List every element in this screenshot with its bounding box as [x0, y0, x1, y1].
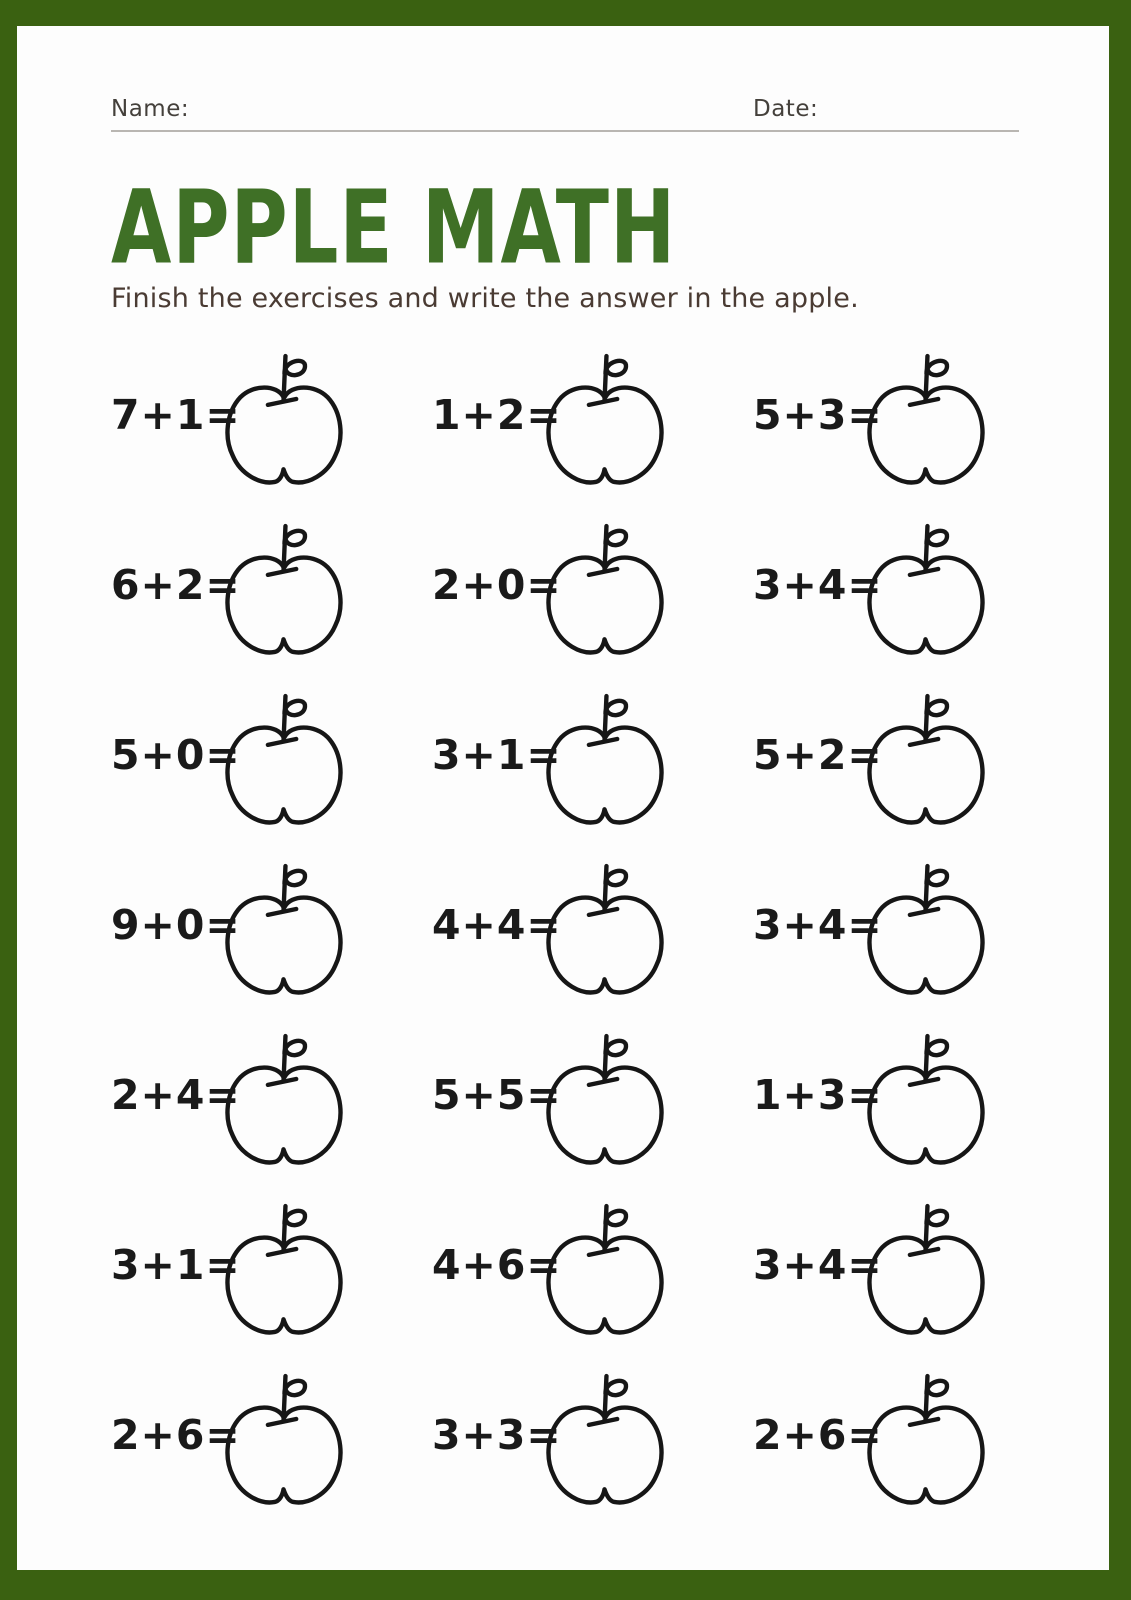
exercise-item — [111, 1370, 432, 1509]
exercise-label: 7+1= — [111, 390, 241, 439]
exercise-item — [753, 350, 1025, 489]
name-label: Name: — [111, 96, 190, 122]
exercise-item — [432, 690, 753, 829]
exercise-item — [753, 520, 1025, 659]
worksheet-page — [17, 26, 1109, 1570]
exercise-item — [111, 860, 432, 999]
exercise-item — [111, 520, 432, 659]
exercise-label: 3+3= — [432, 1410, 562, 1459]
exercise-label: 4+6= — [432, 1240, 562, 1289]
exercise-label: 9+0= — [111, 900, 241, 949]
apple-icon — [223, 690, 345, 829]
apple-icon — [865, 1370, 987, 1509]
exercise-label: 5+0= — [111, 730, 241, 779]
exercise-label: 5+2= — [753, 730, 883, 779]
exercise-label: 2+6= — [111, 1410, 241, 1459]
apple-icon — [223, 1370, 345, 1509]
apple-icon — [865, 690, 987, 829]
exercise-label: 1+3= — [753, 1070, 883, 1119]
apple-icon — [865, 350, 987, 489]
exercise-item — [111, 350, 432, 489]
exercise-item — [753, 690, 1025, 829]
exercise-label: 1+2= — [432, 390, 562, 439]
exercise-label: 2+6= — [753, 1410, 883, 1459]
exercise-label: 3+1= — [432, 730, 562, 779]
exercise-item — [111, 1030, 432, 1169]
apple-icon — [223, 1200, 345, 1339]
exercise-item — [753, 860, 1025, 999]
exercise-item — [753, 1200, 1025, 1339]
apple-icon — [865, 1030, 987, 1169]
header-row — [111, 96, 1019, 132]
apple-icon — [544, 520, 666, 659]
exercise-label: 3+4= — [753, 900, 883, 949]
exercise-label: 2+0= — [432, 560, 562, 609]
exercise-label: 5+3= — [753, 390, 883, 439]
apple-icon — [223, 860, 345, 999]
page-title: APPLE MATH — [111, 170, 677, 288]
exercise-label: 6+2= — [111, 560, 241, 609]
exercise-item — [753, 1370, 1025, 1509]
apple-icon — [223, 520, 345, 659]
exercise-item — [432, 350, 753, 489]
exercise-label: 4+4= — [432, 900, 562, 949]
apple-icon — [544, 1370, 666, 1509]
apple-icon — [865, 860, 987, 999]
exercise-item — [432, 1370, 753, 1509]
apple-icon — [544, 1030, 666, 1169]
page-subtitle: Finish the exercises and write the answer in the apple. — [111, 283, 859, 314]
exercise-item — [432, 520, 753, 659]
apple-icon — [223, 1030, 345, 1169]
date-label: Date: — [753, 96, 819, 122]
exercise-label: 3+1= — [111, 1240, 241, 1289]
exercise-label: 2+4= — [111, 1070, 241, 1119]
exercise-item — [753, 1030, 1025, 1169]
apple-icon — [544, 690, 666, 829]
apple-icon — [223, 350, 345, 489]
apple-icon — [544, 1200, 666, 1339]
apple-icon — [544, 860, 666, 999]
exercise-item — [111, 1200, 432, 1339]
exercise-item — [111, 690, 432, 829]
apple-icon — [865, 520, 987, 659]
apple-icon — [544, 350, 666, 489]
exercise-item — [432, 1200, 753, 1339]
exercise-label: 3+4= — [753, 560, 883, 609]
exercises-grid — [111, 350, 1025, 1509]
exercise-label: 3+4= — [753, 1240, 883, 1289]
apple-icon — [865, 1200, 987, 1339]
exercise-item — [432, 1030, 753, 1169]
exercise-label: 5+5= — [432, 1070, 562, 1119]
exercise-item — [432, 860, 753, 999]
